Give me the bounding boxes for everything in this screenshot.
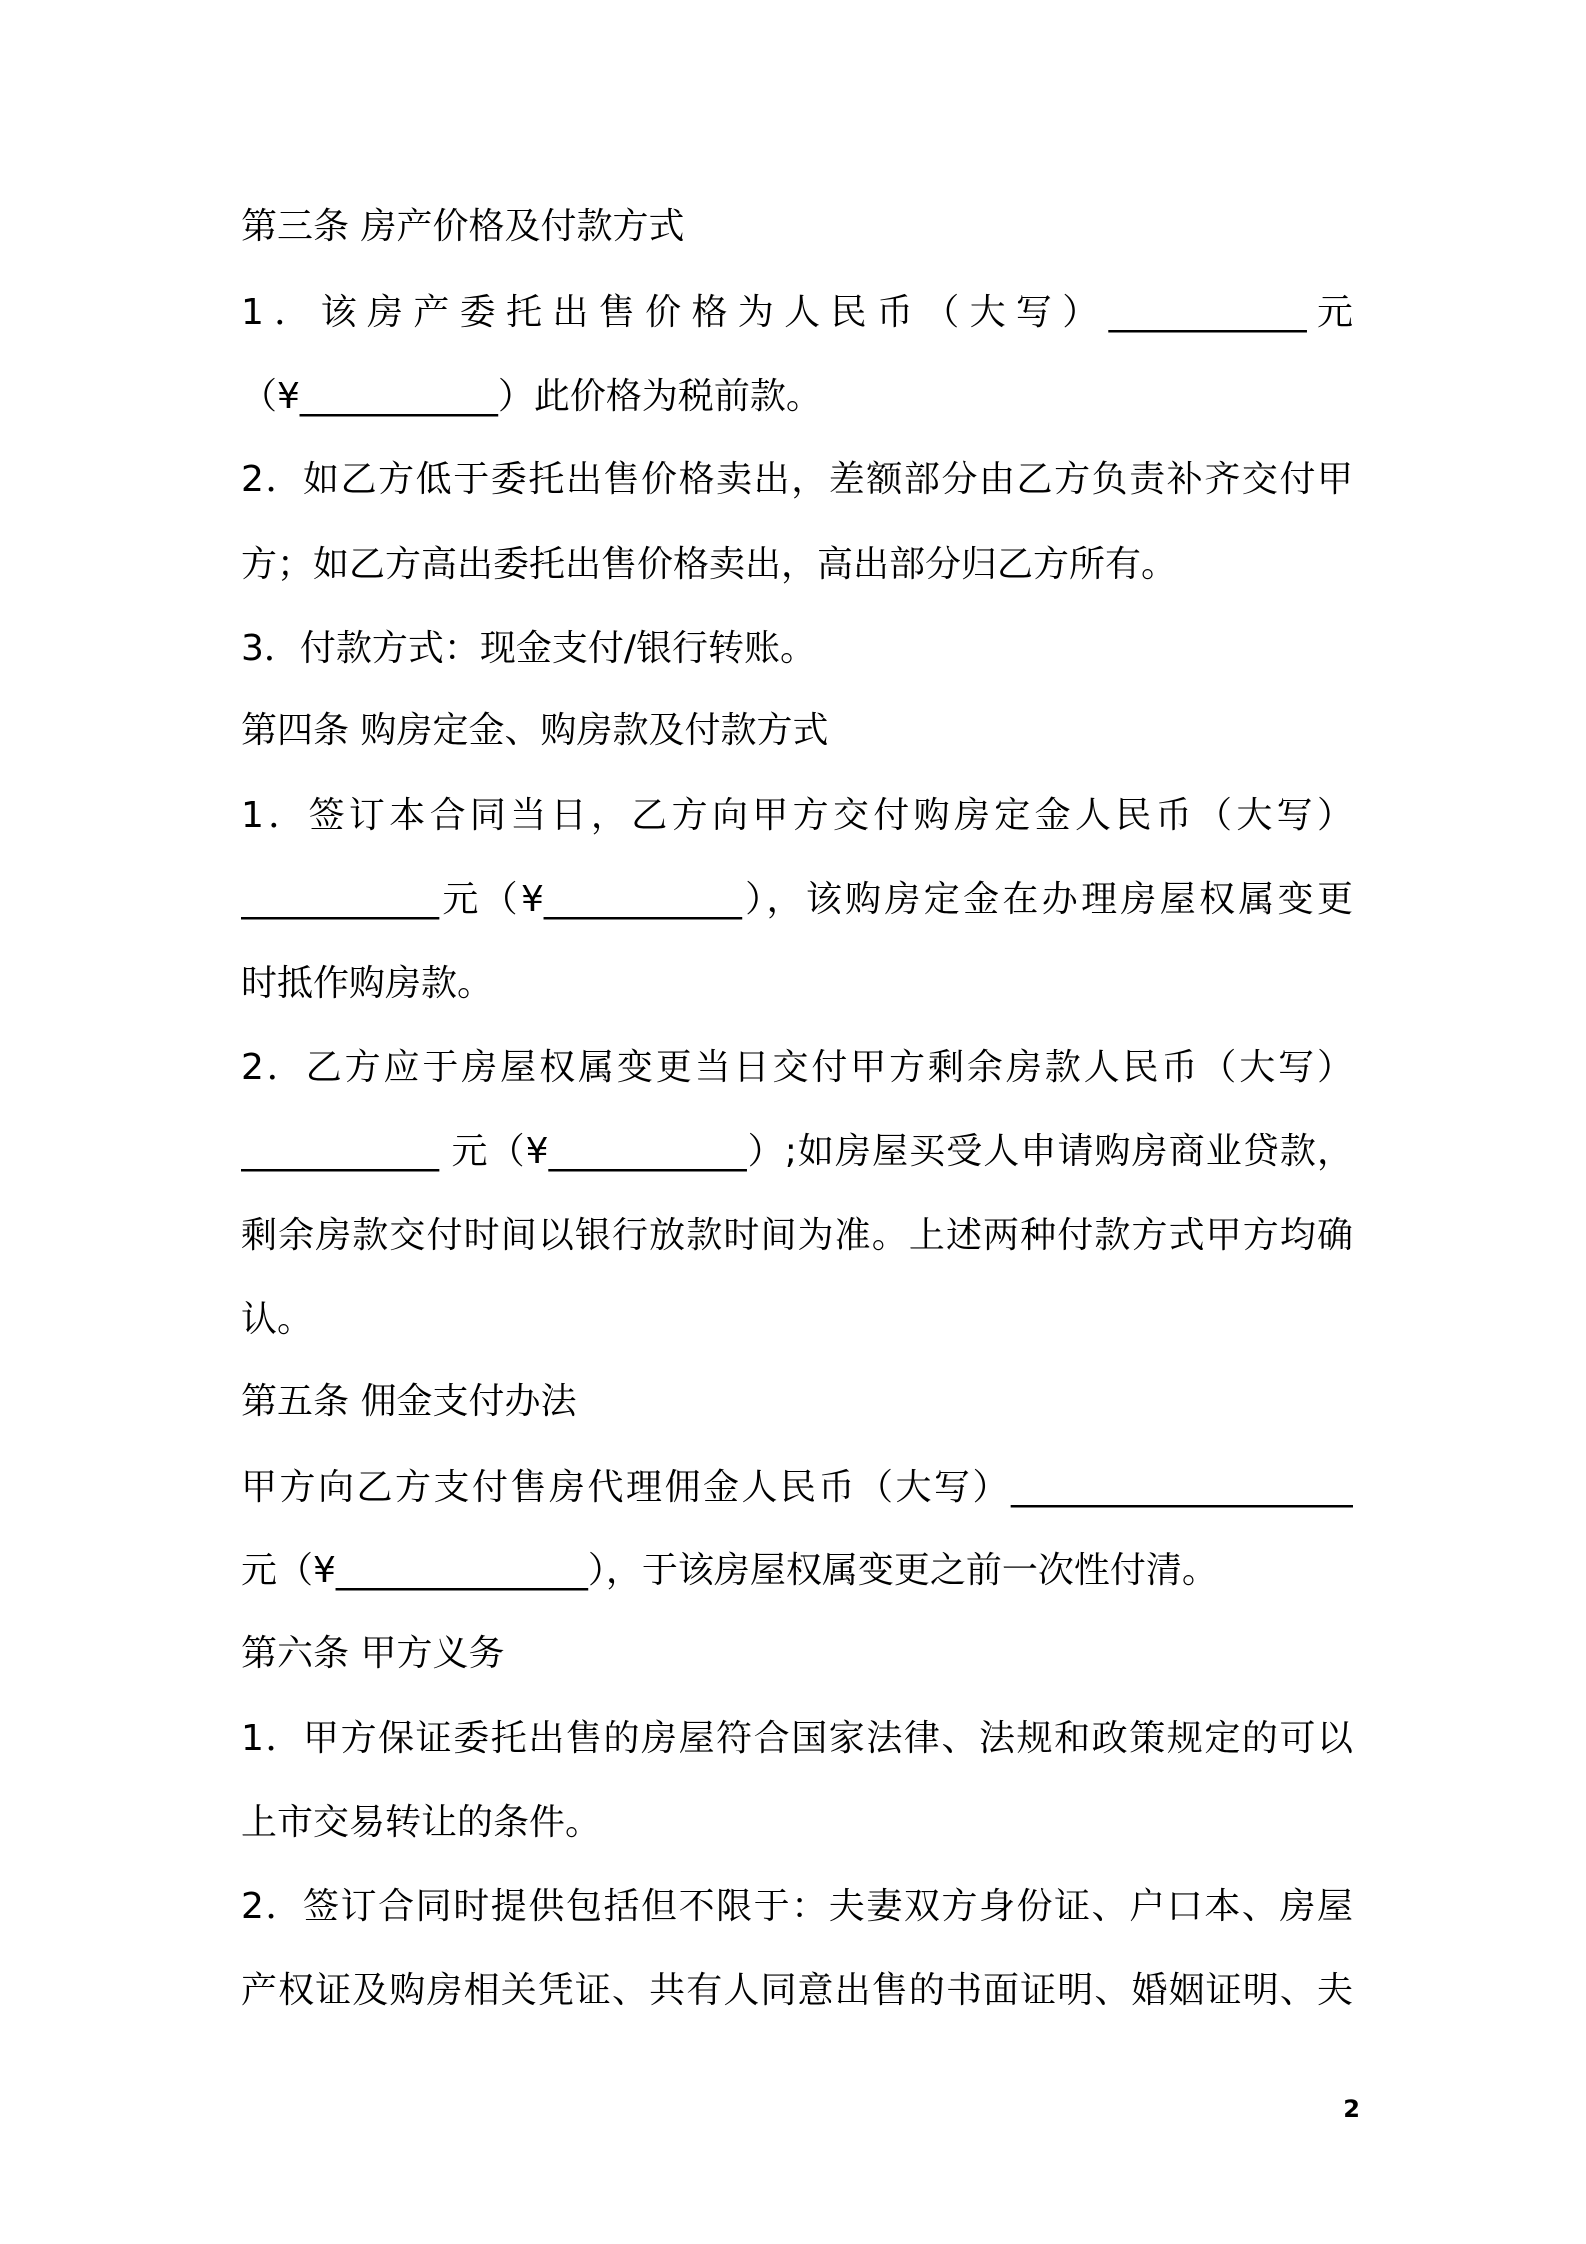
article-5-text-line-1: 甲方向乙方支付售房代理佣金人民币（大写）___________________ [241, 1467, 1353, 1508]
article-4-clause-2-line-2: ___________ 元（¥___________）;如房屋买受人申请购房商业贷款， [241, 1131, 1353, 1172]
article-4-heading: 第四条 购房定金、购房款及付款方式 [241, 710, 829, 751]
article-4-clause-1-line-3: 时抵作购房款。 [241, 963, 494, 1004]
article-3-clause-3: 3．付款方式：现金支付/银行转账。 [241, 628, 817, 669]
article-4-clause-2-line-4: 认。 [241, 1299, 314, 1340]
article-3-clause-2-line-2: 方；如乙方高出委托出售价格卖出，高出部分归乙方所有。 [241, 544, 1178, 585]
article-6-clause-2-line-2: 产权证及购房相关凭证、共有人同意出售的书面证明、婚姻证明、夫 [241, 1970, 1353, 2011]
article-6-heading: 第六条 甲方义务 [241, 1633, 505, 1674]
article-4-clause-2-line-3: 剩余房款交付时间以银行放款时间为准。上述两种付款方式甲方均确 [241, 1215, 1353, 1256]
article-3-clause-1-line-2: （¥___________）此价格为税前款。 [241, 376, 822, 417]
article-3-clause-2-line-1: 2．如乙方低于委托出售价格卖出，差额部分由乙方负责补齐交付甲 [241, 459, 1353, 500]
article-6-clause-1-line-2: 上市交易转让的条件。 [241, 1802, 602, 1843]
article-5-text-line-2: 元（¥______________），于该房屋权属变更之前一次性付清。 [241, 1550, 1218, 1591]
article-6-clause-1-line-1: 1．甲方保证委托出售的房屋符合国家法律、法规和政策规定的可以 [241, 1718, 1353, 1759]
page-number: 2 [1343, 2095, 1360, 2123]
article-5-heading: 第五条 佣金支付办法 [241, 1381, 577, 1422]
article-4-clause-1-line-1: 1．签订本合同当日，乙方向甲方交付购房定金人民币（大写） [241, 795, 1353, 836]
article-4-clause-2-line-1: 2．乙方应于房屋权属变更当日交付甲方剩余房款人民币（大写） [241, 1047, 1353, 1088]
article-4-clause-1-line-2: ___________元（¥___________），该购房定金在办理房屋权属变更 [241, 879, 1353, 920]
article-6-clause-2-line-1: 2．签订合同时提供包括但不限于：夫妻双方身份证、户口本、房屋 [241, 1886, 1353, 1927]
article-3-clause-1-line-1: 1．该房产委托出售价格为人民币（大写）___________元 [241, 292, 1353, 333]
article-3-heading: 第三条 房产价格及付款方式 [241, 206, 685, 247]
